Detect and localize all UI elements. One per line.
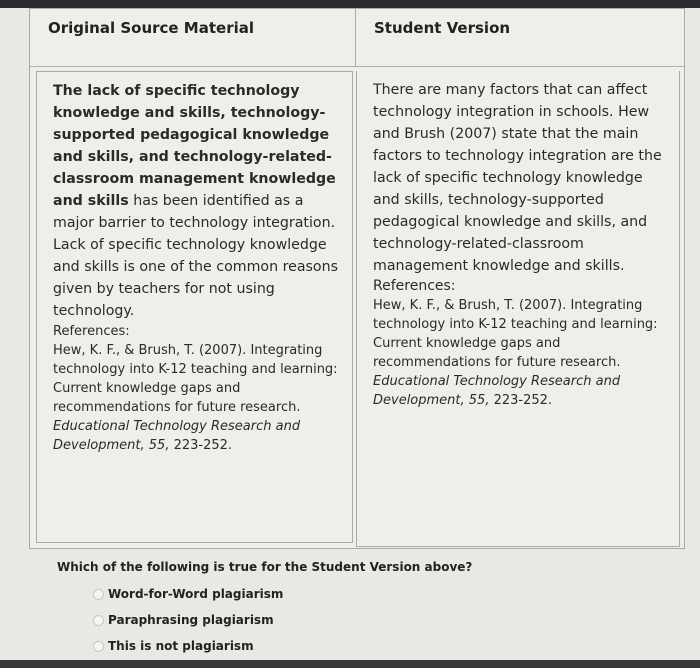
original-references-title: References: bbox=[53, 324, 130, 339]
student-references-title: References: bbox=[373, 278, 456, 294]
radio-button[interactable] bbox=[93, 641, 104, 652]
student-ref-pages: 223-252. bbox=[489, 393, 553, 408]
original-source-cell bbox=[36, 71, 353, 543]
original-bold-text: The lack of specific technology knowledge and skills, technology-supported pedagogical knowledge and skills, and technology-related-classroom management knowledge and skills bbox=[53, 83, 336, 209]
original-ref-journal: Educational Technology Research and Development, 55, bbox=[53, 419, 301, 453]
comparison-table bbox=[29, 8, 685, 549]
student-ref-body: Integrating technology into K-12 teaching and learning: Current knowledge gaps and recommendations for future research. bbox=[373, 298, 658, 370]
student-version-cell bbox=[356, 71, 680, 547]
header-divider bbox=[30, 66, 684, 67]
original-ref-authors: Hew, K. F., & Brush, T. (2007). bbox=[53, 343, 247, 358]
top-edge-bar bbox=[0, 0, 700, 8]
student-ref-journal: Educational Technology Research and Development, 55, bbox=[373, 374, 621, 408]
original-ref-body: Integrating technology into K-12 teaching and learning: Current knowledge gaps and recommendations for future research. bbox=[53, 343, 338, 415]
student-reference bbox=[373, 296, 669, 410]
radio-button[interactable] bbox=[93, 589, 104, 600]
option-word-for-word[interactable] bbox=[93, 587, 283, 601]
radio-button[interactable] bbox=[93, 615, 104, 626]
header-original-source: Original Source Material bbox=[30, 9, 356, 66]
option-label[interactable]: Paraphrasing plagiarism bbox=[108, 613, 274, 627]
original-reference bbox=[53, 341, 340, 455]
student-passage: There are many factors that can affect technology integration in schools. Hew and Brush (2007) state that the main factors to technology integration are the lack of specific technology knowledge and skills, technology-supported pedagogical knowledge and skills, and technology-related-classroom management knowledge and skills. bbox=[373, 82, 662, 274]
option-paraphrasing[interactable] bbox=[93, 613, 274, 627]
bottom-edge-bar bbox=[0, 660, 700, 668]
student-ref-authors: Hew, K. F., & Brush, T. (2007). bbox=[373, 298, 567, 313]
option-label[interactable]: This is not plagiarism bbox=[108, 639, 254, 653]
original-passage bbox=[53, 80, 340, 322]
quiz-question: Which of the following is true for the Student Version above? bbox=[57, 560, 473, 574]
original-rest-text: has been identified as a major barrier to technology integration. Lack of specific technology knowledge and skills is one of the common reasons given by teachers for not using technology. bbox=[53, 193, 338, 319]
option-not-plagiarism[interactable] bbox=[93, 639, 254, 653]
option-label[interactable]: Word-for-Word plagiarism bbox=[108, 587, 284, 601]
original-ref-pages: 223-252. bbox=[169, 438, 233, 453]
header-student-version: Student Version bbox=[374, 19, 511, 37]
